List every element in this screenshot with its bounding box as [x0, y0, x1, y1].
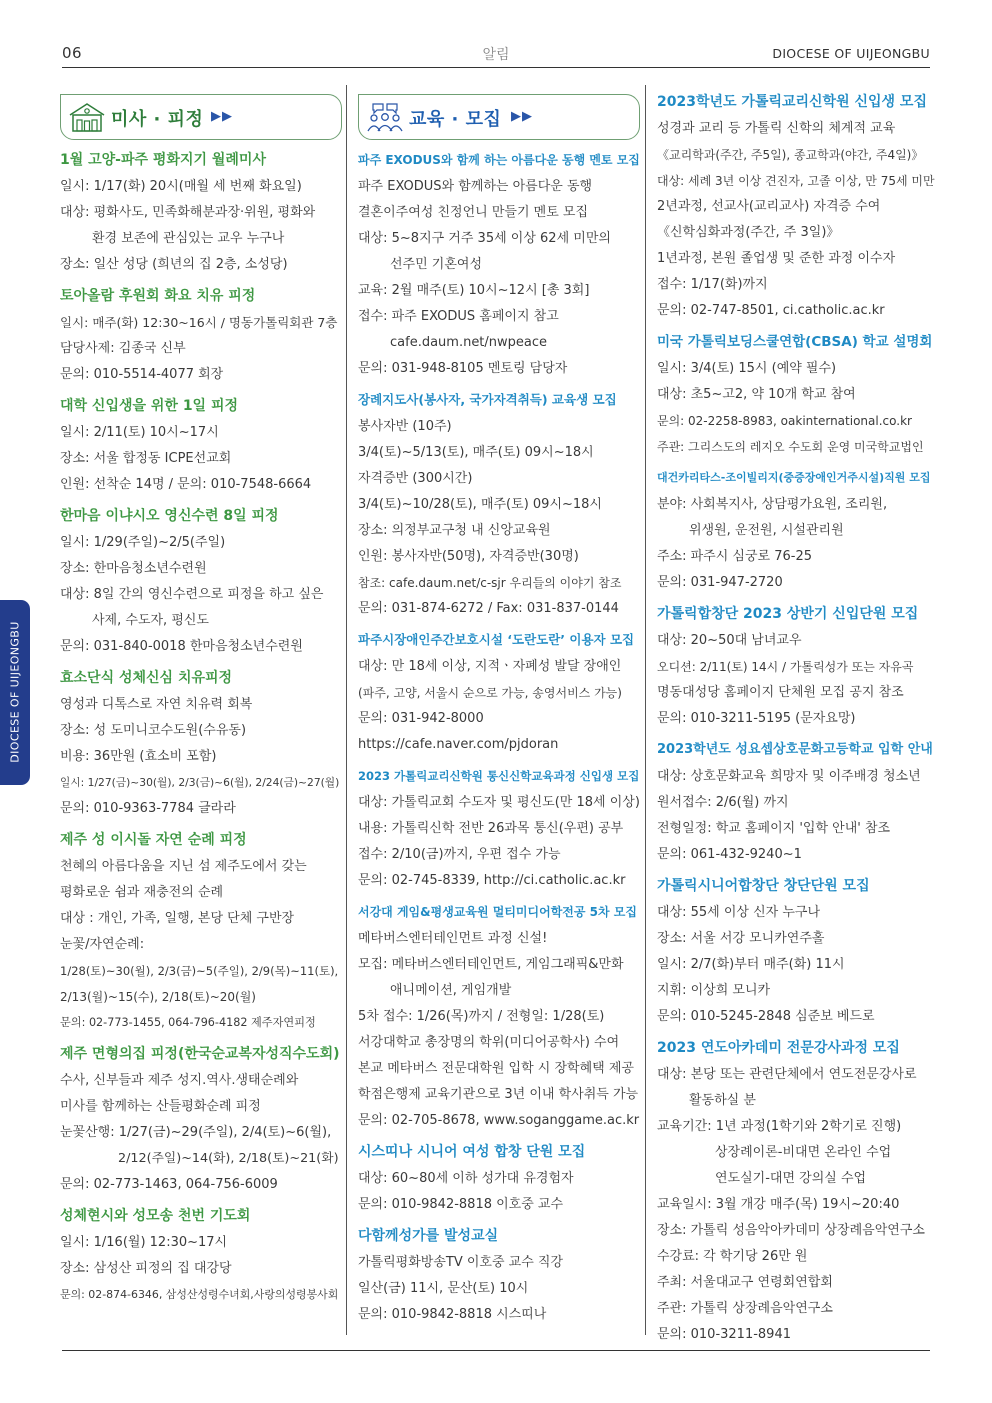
side-tab-label: DIOCESE OF UIJEONGBU [8, 621, 22, 763]
notice-line: 문의: 010-9363-7784 글라라 [60, 801, 236, 816]
notice-line: 명동대성당 홈페이지 단체원 모집 공지 참조 [657, 685, 904, 700]
notice-line: 문의: 02-773-1455, 064-796-4182 제주자연피정 [60, 1016, 316, 1029]
column-recruitment [657, 84, 935, 1348]
notice-title: 미국 가톨릭보딩스쿨연합(CBSA) 학교 설명회 [657, 334, 933, 350]
column-mass-retreat [60, 78, 342, 1308]
notice-line: 성경과 교리 등 가톨릭 신학의 체계적 교육 [657, 121, 896, 136]
notice-line: 선주민 기혼여성 [390, 257, 483, 272]
notice-line: 가톨릭평화방송TV 이호중 교수 직강 [358, 1255, 564, 1270]
notice-item [358, 902, 640, 1134]
notice-title: 가톨릭합창단 2023 상반기 신입단원 모집 [657, 606, 919, 622]
notice-line: 문의: 010-9842-8818 이호중 교수 [358, 1197, 564, 1212]
item-list [60, 150, 342, 1308]
notice-title: 제주 성 이시돌 자연 순례 피정 [60, 832, 247, 848]
notice-line: 문의: 010-5514-4077 회장 [60, 367, 224, 382]
notice-item [657, 468, 935, 596]
notice-title: 2023 가톨릭교리신학원 통신신학교육과정 신입생 모집 [358, 769, 640, 783]
page-header [0, 0, 992, 70]
notice-line: 대상: 가톨릭교회 수도자 및 평신도(만 18세 이상) [358, 795, 640, 810]
notice-line: 《교리학과(주간, 주5일), 종교학과(야간, 주4일)》 [657, 148, 924, 162]
notice-line: 참조: cafe.daum.net/c-sjr 우리들의 이야기 참조 [358, 576, 622, 590]
notice-item [60, 506, 342, 660]
notice-line: 일시: 2/7(화)부터 매주(화) 11시 [657, 957, 845, 972]
notice-title: 대학 신입생을 위한 1일 피정 [60, 398, 239, 414]
section-label: 알림 [482, 47, 510, 63]
notice-line: 대상: 만 18세 이상, 지적ㆍ자폐성 발달 장애인 [358, 659, 622, 674]
arrows-icon: ▶▶ [211, 109, 233, 124]
notice-item [358, 766, 640, 894]
notice-line: 메타버스엔터테인먼트 과정 신설! [358, 931, 548, 946]
notice-line: 문의: 02-773-1463, 064-756-6009 [60, 1177, 278, 1192]
column-divider [645, 85, 646, 1335]
arrows-icon: ▶▶ [511, 109, 533, 124]
section-title: 미사 · 피정 [111, 109, 204, 130]
notice-line: 주소: 파주시 심궁로 76-25 [657, 549, 813, 564]
notice-line: 문의: 061-432-9240~1 [657, 847, 802, 862]
page-number: 06 [62, 44, 83, 62]
notice-line: 상장례이론-비대면 온라인 수업 [715, 1145, 892, 1160]
notice-line: 위생원, 운전원, 시설관리원 [689, 523, 844, 538]
notice-line: 장소: 삼성산 피정의 집 대강당 [60, 1261, 232, 1276]
section-header-education [358, 94, 640, 140]
diocese-label: DIOCESE OF UIJEONGBU [772, 46, 930, 61]
notice-line: 일시: 1/29(주일)~2/5(주일) [60, 535, 226, 550]
notice-line: 대상 : 개인, 가족, 일행, 본당 단체 구반장 [60, 911, 295, 926]
notice-line: 2년과정, 선교사(교리교사) 자격증 수여 [657, 199, 881, 214]
notice-title: 효소단식 성체신심 치유피정 [60, 670, 233, 686]
notice-line: 장소: 한마음청소년수련원 [60, 561, 207, 576]
notice-line: 대상: 세례 3년 이상 견진자, 고졸 이상, 만 75세 미만 [657, 174, 935, 188]
notice-line: 접수: 2/10(금)까지, 우편 접수 가능 [358, 847, 561, 862]
notice-item [358, 1226, 640, 1328]
notice-item [358, 150, 640, 382]
notice-line: 대상: 8일 간의 영신수련으로 피정을 하고 싶은 [60, 587, 324, 602]
notice-item [60, 668, 342, 822]
section-title: 교육 · 모집 [409, 109, 502, 130]
notice-line: 천혜의 아름다움을 지닌 섬 제주도에서 갖는 [60, 859, 307, 874]
notice-line: 대상: 상호문화교육 희망자 및 이주배경 청소년 [657, 769, 921, 784]
notice-item [657, 604, 935, 732]
notice-title: 2023학년도 성요셉상호문화고등학교 입학 안내 [657, 742, 933, 757]
notice-line: 장소: 서울 서강 모니카연주홀 [657, 931, 825, 946]
notice-line: 문의: 02-747-8501, ci.catholic.ac.kr [657, 303, 885, 318]
side-tab [0, 600, 30, 785]
notice-line: 결혼이주여성 친정언니 만들기 멘토 모집 [358, 205, 589, 220]
notice-item [60, 396, 342, 498]
notice-line: 인원: 선착순 14명 / 문의: 010-7548-6664 [60, 477, 312, 492]
notice-line: 일산(금) 11시, 문산(토) 10시 [358, 1281, 529, 1296]
notice-line: 장소: 성 도미니코수도원(수유동) [60, 723, 247, 738]
notice-line: 문의: 010-3211-8941 [657, 1327, 791, 1342]
notice-line: 주최: 서울대교구 연령회연합회 [657, 1275, 833, 1290]
header-rule [62, 67, 930, 68]
notice-title: 시스띠나 시니어 여성 합창 단원 모집 [358, 1144, 586, 1160]
notice-line: 문의: 031-947-2720 [657, 575, 783, 590]
notice-line: (파주, 고양, 서울시 순으로 가능, 송영서비스 가능) [358, 686, 622, 700]
notice-line: 문의: 02-2258-8983, oakinternational.co.kr [657, 414, 912, 428]
notice-item [60, 1044, 342, 1198]
notice-line: 눈꽃/자연순례: [60, 937, 145, 952]
notice-item [60, 286, 342, 388]
notice-title: 장례지도사(봉사자, 국가자격취득) 교육생 모집 [358, 392, 617, 407]
footer-rule [62, 1350, 930, 1351]
notice-line: 비용: 36만원 (효소비 포함) [60, 749, 217, 764]
column-divider [346, 85, 347, 1335]
notice-line: 접수: 1/17(화)까지 [657, 277, 768, 292]
notice-item [60, 1206, 342, 1308]
church-house-icon [67, 101, 107, 133]
people-group-icon [365, 101, 405, 133]
notice-line: 문의: 010-9842-8818 시스띠나 [358, 1307, 547, 1322]
notice-line: 문의: 031-948-8105 멘토링 담당자 [358, 361, 568, 376]
notice-line: 애니메이션, 게임개발 [390, 983, 512, 998]
notice-line: 대상: 55세 이상 신자 누구나 [657, 905, 821, 920]
notice-title: 2023학년도 가톨릭교리신학원 신입생 모집 [657, 94, 927, 110]
notice-item [657, 876, 935, 1030]
notice-title: 한마음 이냐시오 영신수련 8일 피정 [60, 508, 279, 524]
notice-line: 접수: 파주 EXODUS 홈페이지 참고 [358, 309, 559, 324]
notice-line: 지휘: 이상희 모니카 [657, 983, 771, 998]
notice-line: 활동하실 분 [689, 1093, 756, 1108]
notice-line: 1년과정, 본원 졸업생 및 준한 과정 이수자 [657, 251, 896, 266]
notice-line: 2/12(주일)~14(화), 2/18(토)~21(화) [118, 1151, 339, 1166]
notice-item [60, 830, 342, 1036]
notice-line: 미사를 함께하는 산들평화순례 피정 [60, 1099, 261, 1114]
notice-line: 5차 접수: 1/26(목)까지 / 전형일: 1/28(토) [358, 1009, 605, 1024]
notice-line: 전형일정: 학교 홈페이지 '입학 안내' 참조 [657, 821, 891, 836]
notice-line: 문의: 010-5245-2848 심준보 베드로 [657, 1009, 875, 1024]
notice-line: 담당사제: 김종국 신부 [60, 341, 186, 356]
notice-line: 학점은행제 교육기관으로 3년 이내 학사취득 가능 [358, 1087, 639, 1102]
notice-line: 대상: 60~80세 이하 성가대 유경험자 [358, 1171, 574, 1186]
notice-line: 문의: 031-942-8000 [358, 711, 484, 726]
notice-item [657, 92, 935, 324]
column-education [358, 78, 640, 1328]
notice-line: 교육기간: 1년 과정(1학기와 2학기로 진행) [657, 1119, 902, 1134]
notice-title: 2023 연도아카데미 전문강사과정 모집 [657, 1040, 900, 1056]
notice-title: 제주 면형의집 피정(한국순교복자성직수도회) [60, 1046, 340, 1062]
notice-line: 교육: 2월 매주(토) 10시~12시 [총 3회] [358, 283, 590, 298]
notice-line: 1/28(토)~30(월), 2/3(금)~5(주일), 2/9(목)~11(토), [60, 964, 339, 978]
notice-line: https://cafe.naver.com/pjdoran [358, 737, 559, 752]
section-header-mass [60, 94, 342, 140]
notice-line: 사제, 수도자, 평신도 [92, 613, 209, 628]
notice-item [358, 390, 640, 622]
notice-line: 분야: 사회복지사, 상담평가요원, 조리원, [657, 497, 888, 512]
notice-title: 파주 EXODUS와 함께 하는 아름다운 동행 멘토 모집 [358, 153, 640, 167]
notice-line: 본교 메타버스 전문대학원 입학 시 장학혜택 제공 [358, 1061, 634, 1076]
notice-line: 서강대학교 총장명의 학위(미디어공학사) 수여 [358, 1035, 620, 1050]
notice-item [657, 332, 935, 460]
notice-line: 파주 EXODUS와 함께하는 아름다운 동행 [358, 179, 593, 194]
notice-line: 내용: 가톨릭신학 전반 26과목 통신(우편) 공부 [358, 821, 624, 836]
notice-line: 인원: 봉사자반(50명), 자격증반(30명) [358, 549, 579, 564]
notice-line: 환경 보존에 관심있는 교우 누구나 [92, 231, 285, 246]
notice-line: 주관: 그리스도의 레지오 수도회 운영 미국학교법인 [657, 440, 924, 454]
notice-line: 대상: 초5~고2, 약 10개 학교 참여 [657, 387, 856, 402]
notice-line: 자격증반 (300시간) [358, 471, 473, 486]
notice-title: 토아올람 후원회 화요 치유 피정 [60, 288, 256, 304]
notice-line: 장소: 의정부교구청 내 신앙교육원 [358, 523, 551, 538]
notice-line: 장소: 일산 성당 (희년의 집 2층, 소성당) [60, 257, 288, 272]
notice-line: 일시: 1/27(금)~30(월), 2/3(금)~6(월), 2/24(금)~27(월) [60, 776, 340, 789]
notice-line: 교육일시: 3월 개강 매주(목) 19시~20:40 [657, 1197, 900, 1212]
notice-title: 1월 고양-파주 평화지기 월례미사 [60, 152, 266, 168]
notice-line: 2/13(월)~15(수), 2/18(토)~20(월) [60, 990, 256, 1004]
notice-line: 영성과 디톡스로 자연 치유력 회복 [60, 697, 253, 712]
notice-line: 연도실기-대면 강의실 수업 [715, 1171, 867, 1186]
notice-item [358, 1142, 640, 1218]
notice-line: 문의: 031-874-6272 / Fax: 031-837-0144 [358, 601, 619, 616]
notice-title: 다함께성가를 발성교실 [358, 1228, 499, 1244]
notice-line: 오디션: 2/11(토) 14시 / 가톨릭성가 또는 자유곡 [657, 660, 914, 674]
notice-line: 일시: 1/16(월) 12:30~17시 [60, 1235, 228, 1250]
item-list [657, 92, 935, 1348]
notice-line: 《신학심화과정(주간, 주 3일)》 [657, 225, 840, 240]
notice-line: 평화로운 쉼과 재충전의 순례 [60, 885, 224, 900]
notice-title: 대건카리타스-조이빌리지(중증장애인거주시설)직원 모집 [657, 471, 931, 484]
notice-item [358, 630, 640, 758]
notice-line: cafe.daum.net/nwpeace [390, 335, 548, 350]
notice-line: 원서접수: 2/6(월) 까지 [657, 795, 789, 810]
notice-line: 모집: 메타버스엔터테인먼트, 게임그래픽&만화 [358, 957, 624, 972]
notice-line: 장소: 가톨릭 성음악아카데미 상장례음악연구소 [657, 1223, 925, 1238]
notice-line: 대상: 본당 또는 관련단체에서 연도전문강사로 [657, 1067, 917, 1082]
notice-item [60, 150, 342, 278]
notice-title: 성체현시와 성모송 천번 기도회 [60, 1208, 251, 1224]
notice-line: 대상: 5~8지구 거주 35세 이상 62세 미만의 [358, 231, 611, 246]
notice-line: 일시: 매주(화) 12:30~16시 / 명동가톨릭회관 7층 [60, 315, 338, 330]
notice-line: 문의: 031-840-0018 한마음청소년수련원 [60, 639, 303, 654]
notice-title: 파주시장애인주간보호시설 ‘도란도란’ 이용자 모집 [358, 632, 635, 647]
notice-line: 대상: 20~50대 남녀교우 [657, 633, 802, 648]
notice-line: 일시: 3/4(토) 15시 (예약 필수) [657, 361, 837, 376]
notice-line: 봉사자반 (10주) [358, 419, 452, 434]
notice-title: 서강대 게임&평생교육원 멀티미디어학전공 5차 모집 [358, 905, 637, 919]
notice-title: 가톨릭시니어합창단 창단단원 모집 [657, 878, 870, 894]
notice-line: 수강료: 각 학기당 26만 원 [657, 1249, 808, 1264]
notice-line: 문의: 010-3211-5195 (문자요망) [657, 711, 856, 726]
notice-line: 눈꽃산행: 1/27(금)~29(주일), 2/4(토)~6(월), [60, 1125, 332, 1140]
notice-line: 일시: 2/11(토) 10시~17시 [60, 425, 219, 440]
notice-line: 일시: 1/17(화) 20시(매월 세 번째 화요일) [60, 179, 302, 194]
notice-line: 문의: 02-874-6346, 삼성산성령수녀회,사랑의성령봉사회 [60, 1288, 339, 1301]
notice-item [657, 1038, 935, 1348]
notice-line: 대상: 평화사도, 민족화해분과장·위원, 평화와 [60, 205, 316, 220]
notice-line: 문의: 02-705-8678, www.soganggame.ac.kr [358, 1113, 640, 1128]
item-list [358, 150, 640, 1328]
notice-line: 3/4(토)~10/28(토), 매주(토) 09시~18시 [358, 497, 602, 512]
notice-line: 문의: 02-745-8339, http://ci.catholic.ac.kr [358, 873, 626, 888]
notice-line: 3/4(토)~5/13(토), 매주(토) 09시~18시 [358, 445, 594, 460]
notice-item [657, 740, 935, 868]
notice-line: 주관: 가톨릭 상장례음악연구소 [657, 1301, 833, 1316]
notice-line: 수사, 신부들과 제주 성지.역사.생태순례와 [60, 1073, 299, 1088]
notice-line: 장소: 서울 합정동 ICPE선교회 [60, 451, 232, 466]
